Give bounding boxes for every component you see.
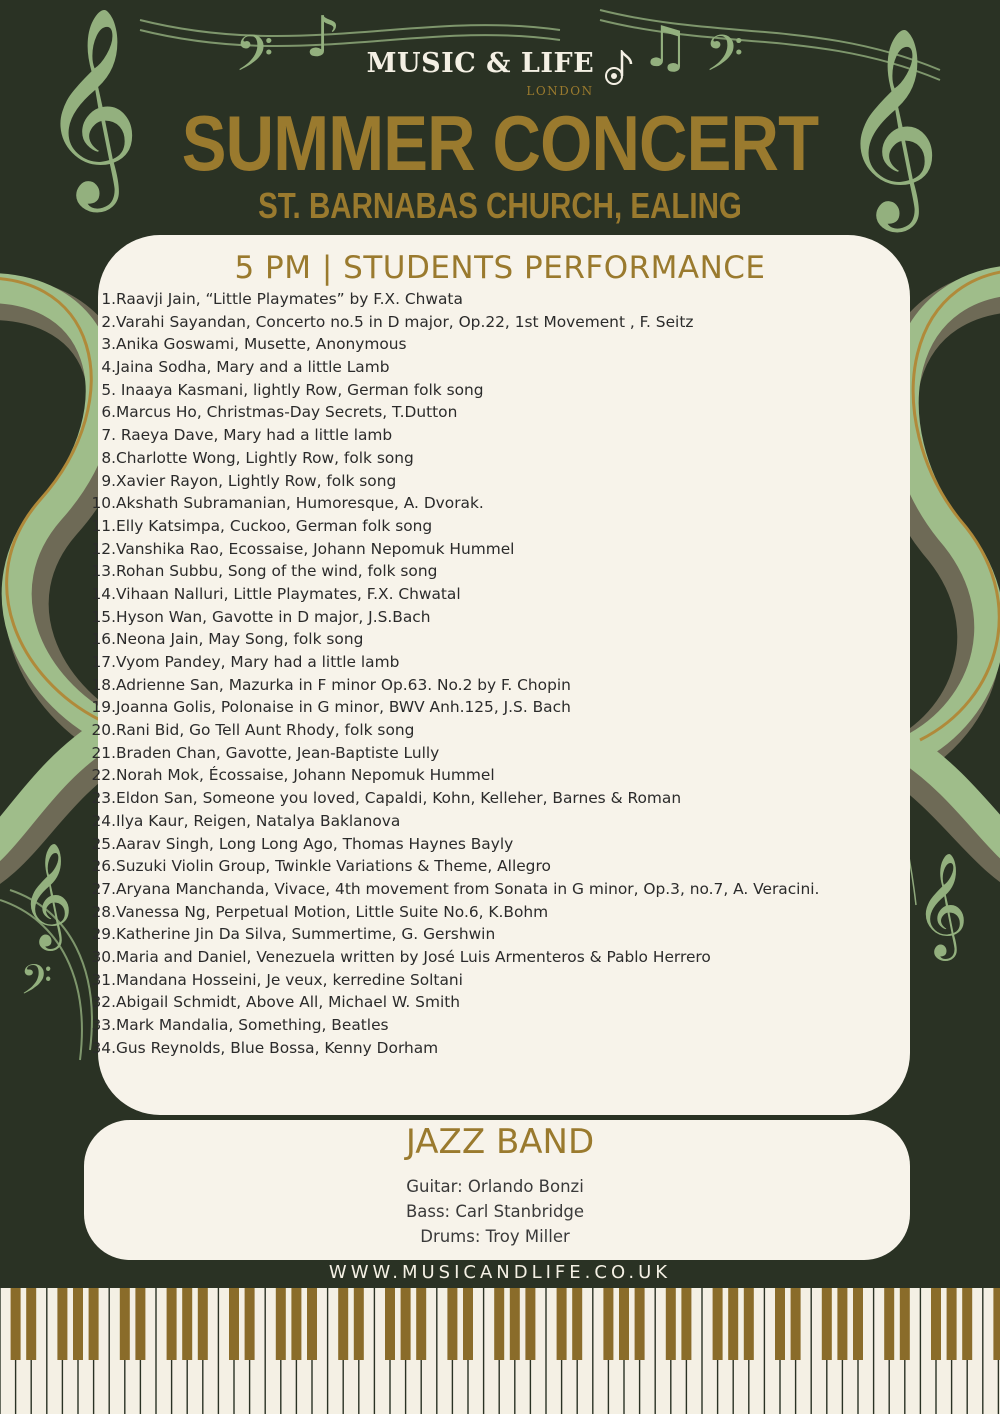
treble-clef-icon: 𝄞 xyxy=(40,6,141,204)
jazz-member-guitar: Guitar: Orlando Bonzi xyxy=(406,1177,584,1196)
brand-name: MUSIC & LIFE xyxy=(366,48,595,79)
black-key xyxy=(525,1288,535,1360)
black-key xyxy=(635,1288,645,1360)
treble-clef-icon: 𝄞 xyxy=(20,842,74,947)
eighth-note-icon: ♫ xyxy=(640,15,691,80)
website-link[interactable]: WWW.MUSICANDLIFE.CO.UK xyxy=(328,1262,672,1283)
list-item: 25.Aarav Singh, Long Long Ago, Thomas Haynes Bayly xyxy=(91,834,514,853)
black-key xyxy=(463,1288,473,1360)
music-note-logo-icon xyxy=(603,50,633,86)
black-key xyxy=(962,1288,972,1360)
black-key xyxy=(276,1288,286,1360)
piano-keyboard xyxy=(0,1288,1000,1414)
bass-clef-icon: 𝄢 xyxy=(20,956,53,1014)
list-item: 14.Vihaan Nalluri, Little Playmates, F.X. Chwatal xyxy=(91,584,461,603)
black-key xyxy=(931,1288,941,1360)
jazz-member-bass: Bass: Carl Stanbridge xyxy=(405,1202,585,1221)
black-key xyxy=(447,1288,457,1360)
black-key xyxy=(681,1288,691,1360)
list-item: 8.Charlotte Wong, Lightly Row, folk song xyxy=(101,448,414,467)
list-item: 12.Vanshika Rao, Ecossaise, Johann Nepomuk Hummel xyxy=(91,539,515,558)
list-item: 19.Joanna Golis, Polonaise in G minor, BWV Anh.125, J.S. Bach xyxy=(91,698,571,717)
treble-clef-icon: 𝄞 xyxy=(915,852,969,957)
black-key xyxy=(89,1288,99,1360)
black-key xyxy=(744,1288,754,1360)
black-key xyxy=(135,1288,145,1360)
black-key xyxy=(182,1288,192,1360)
venue: ST. BARNABAS CHURCH, EALING xyxy=(258,185,742,226)
list-item: 13.Rohan Subbu, Song of the wind, folk song xyxy=(91,562,438,581)
black-key xyxy=(557,1288,567,1360)
list-item: 6.Marcus Ho, Christmas-Day Secrets, T.Dutton xyxy=(101,403,458,422)
students-heading: 5 PM | STUDENTS PERFORMANCE xyxy=(234,250,766,286)
black-key xyxy=(26,1288,36,1360)
black-key xyxy=(728,1288,738,1360)
list-item: 11.Elly Katsimpa, Cuckoo, German folk song xyxy=(91,516,433,535)
list-item: 15.Hyson Wan, Gavotte in D major, J.S.Bach xyxy=(91,607,431,626)
list-item: 31.Mandana Hosseini, Je veux, kerredine Soltani xyxy=(91,970,463,989)
brand-location: LONDON xyxy=(526,83,594,98)
black-key xyxy=(354,1288,364,1360)
black-key xyxy=(120,1288,130,1360)
list-item: 21.Braden Chan, Gavotte, Jean-Baptiste Lully xyxy=(91,743,440,762)
list-item: 29.Katherine Jin Da Silva, Summertime, G. Gershwin xyxy=(91,925,496,944)
black-key xyxy=(853,1288,863,1360)
list-item: 10.Akshath Subramanian, Humoresque, A. Dvorak. xyxy=(91,494,484,513)
list-item: 24.Ilya Kaur, Reigen, Natalya Baklanova xyxy=(91,811,401,830)
list-item: 9.Xavier Rayon, Lightly Row, folk song xyxy=(101,471,397,490)
black-key xyxy=(229,1288,239,1360)
black-key xyxy=(291,1288,301,1360)
black-key xyxy=(416,1288,426,1360)
black-key xyxy=(510,1288,520,1360)
list-item: 33.Mark Mandalia, Something, Beatles xyxy=(91,1016,389,1034)
black-key xyxy=(338,1288,348,1360)
black-key xyxy=(791,1288,801,1360)
black-key xyxy=(167,1288,177,1360)
black-key xyxy=(713,1288,723,1360)
black-key xyxy=(73,1288,83,1360)
list-item: 18.Adrienne San, Mazurka in F minor Op.63. No.2 by F. Chopin xyxy=(91,675,571,694)
list-item: 5. Inaaya Kasmani, lightly Row, German folk song xyxy=(101,380,484,399)
list-item: 17.Vyom Pandey, Mary had a little lamb xyxy=(91,653,400,671)
list-item: 32.Abigail Schmidt, Above All, Michael W. Smith xyxy=(91,993,461,1012)
list-item: 4.Jaina Sodha, Mary and a little Lamb xyxy=(101,358,390,377)
black-key xyxy=(603,1288,613,1360)
black-key xyxy=(837,1288,847,1360)
performance-list xyxy=(84,288,924,1059)
black-key xyxy=(401,1288,411,1360)
black-key xyxy=(57,1288,67,1360)
treble-clef-icon: 𝄞 xyxy=(840,26,941,224)
list-item: 16.Neona Jain, May Song, folk song xyxy=(91,630,364,649)
black-key xyxy=(385,1288,395,1360)
black-key xyxy=(11,1288,21,1360)
list-item: 23.Eldon San, Someone you loved, Capaldi, Kohn, Kelleher, Barnes & Roman xyxy=(91,789,682,808)
eighth-note-icon: ♪ xyxy=(305,5,341,70)
black-key xyxy=(884,1288,894,1360)
list-item: 22.Norah Mok, Écossaise, Johann Nepomuk Hummel xyxy=(91,766,495,785)
black-key xyxy=(900,1288,910,1360)
black-key xyxy=(822,1288,832,1360)
list-item: 27.Aryana Manchanda, Vivace, 4th movement from Sonata in G minor, Op.3, no.7, A. Veracini. xyxy=(91,879,820,898)
black-key xyxy=(993,1288,1000,1360)
jazz-band-heading: JAZZ BAND xyxy=(405,1122,595,1162)
list-item: 30.Maria and Daniel, Venezuela written by José Luis Armenteros & Pablo Herrero xyxy=(91,947,711,966)
list-item: 3.Anika Goswami, Musette, Anonymous xyxy=(101,335,407,354)
bass-clef-icon: 𝄢 xyxy=(235,25,274,95)
black-key xyxy=(947,1288,957,1360)
list-item: 34.Gus Reynolds, Blue Bossa, Kenny Dorham xyxy=(91,1038,439,1057)
black-key xyxy=(572,1288,582,1360)
list-item: 26.Suzuki Violin Group, Twinkle Variations & Theme, Allegro xyxy=(91,857,551,876)
black-key xyxy=(666,1288,676,1360)
black-key xyxy=(494,1288,504,1360)
black-key xyxy=(198,1288,208,1360)
black-key xyxy=(619,1288,629,1360)
list-item: 20.Rani Bid, Go Tell Aunt Rhody, folk song xyxy=(91,721,415,740)
jazz-member-drums: Drums: Troy Miller xyxy=(420,1227,570,1246)
list-item: 7. Raeya Dave, Mary had a little lamb xyxy=(101,426,393,445)
black-key xyxy=(307,1288,317,1360)
brand-logo xyxy=(0,48,1000,98)
page-title: SUMMER CONCERT xyxy=(181,99,819,187)
black-key xyxy=(245,1288,255,1360)
list-item: 28.Vanessa Ng, Perpetual Motion, Little Suite No.6, K.Bohm xyxy=(91,902,549,921)
black-key xyxy=(775,1288,785,1360)
list-item: 1.Raavji Jain, “Little Playmates” by F.X. Chwata xyxy=(101,290,463,308)
bass-clef-icon: 𝄢 xyxy=(705,25,744,95)
list-item: 2.Varahi Sayandan, Concerto no.5 in D major, Op.22, 1st Movement , F. Seitz xyxy=(101,312,694,331)
